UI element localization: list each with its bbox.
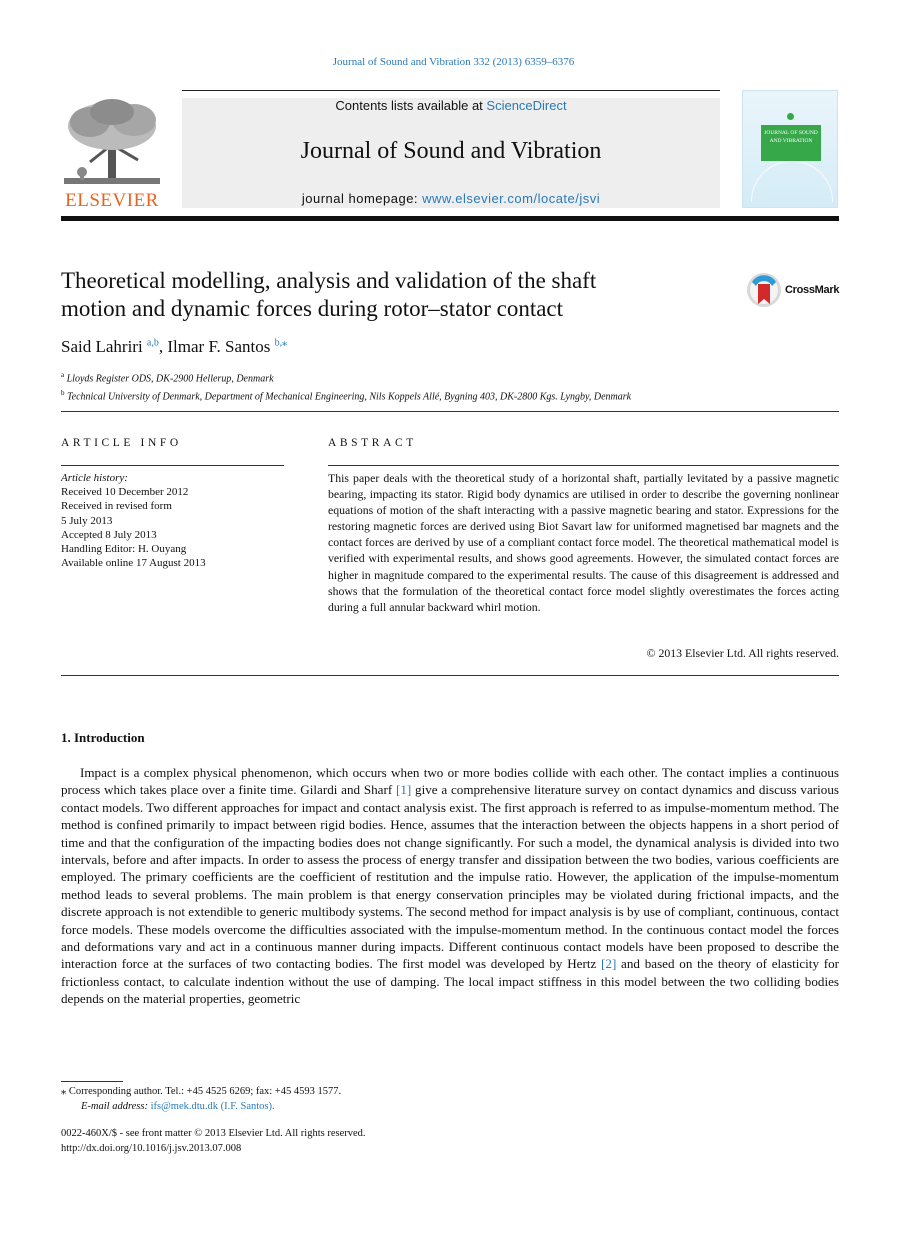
issn-line: 0022-460X/$ - see front matter © 2013 Elsevier Ltd. All rights reserved. [61, 1128, 366, 1139]
affiliations [61, 368, 631, 405]
doi-link[interactable]: http://dx.doi.org/10.1016/j.jsv.2013.07.008 [61, 1143, 242, 1154]
journal-cover-thumbnail[interactable] [742, 90, 838, 208]
affiliation-text: Lloyds Register ODS, DK-2900 Hellerup, Denmark [66, 373, 274, 385]
affiliation-b [61, 386, 631, 404]
homepage-line [182, 191, 720, 206]
history-line: Accepted 8 July 2013 [61, 528, 157, 541]
sciencedirect-link[interactable]: ScienceDirect [486, 98, 567, 113]
footnote-rule [61, 1081, 123, 1082]
reference-link[interactable]: [1] [395, 782, 412, 798]
article-title [61, 267, 721, 323]
author-separator: , [158, 337, 168, 356]
divider [61, 411, 839, 412]
history-label: Article history: [61, 472, 128, 484]
email-link[interactable]: ifs@mek.dtu.dk (I.F. Santos). [150, 1101, 275, 1112]
section-heading: 1. Introduction [61, 730, 145, 745]
article-title-line-1: Theoretical modelling, analysis and validation of the shaft [61, 268, 597, 293]
paragraph-text: give a comprehensive literature survey on contact dynamics and discuss various contact models. Two different approaches for impact and contact analysis exist. The first approach is referred to as impulse-momentum method. The method is confined primarily to impact between rigid bodies. Hence, assumes that the interaction between the objects happens in a short period of time and that the configuration of the impacting bodies does not change significantly. For such a model, the dynamical analysis is divided into two intervals, before and after impacts. In order to assess the process of energy transfer and dissipation between the two bodies, various coefficients are employed. The primary coefficients are the coefficient of restitution and the impulse ratio. However, the application of the impulse-momentum method leads to several problems. The main problem is that energy conservation principles may be violated during frictional impacts, and the discrete approach is not extendible to generic multibody systems. The second method for impact analysis is by use of compliant, continuous, contact force models. These models overcome the difficulties associated with the impulse-momentum method. In the continuous contact model the forces and deformations vary and act in a continuous manner during impacts. Different continuous contact models have been proposed to describe the interaction force at the surfaces of two contacting bodies. The first model was developed by Hertz [61, 782, 839, 972]
abstract-copyright: © 2013 Elsevier Ltd. All rights reserved. [646, 646, 839, 660]
header-thick-rule [61, 216, 839, 221]
history-line: 5 July 2013 [61, 514, 113, 527]
contents-prefix: Contents lists available at [335, 98, 487, 113]
article-info-heading: ARTICLE INFO [61, 437, 182, 449]
authors [61, 337, 287, 357]
author-name[interactable]: Said Lahriri [61, 337, 143, 356]
cover-decoration [751, 161, 833, 202]
crossmark-label[interactable]: CrossMark [785, 284, 840, 296]
paragraph-text: Impact is a complex physical phenomenon, which occurs when two or more bodies collide with each other. The contact implies a continuous process which takes place over a finite time. Gilardi and Sharf [61, 765, 839, 798]
citation-link[interactable]: Journal of Sound and Vibration 332 (2013) 6359–6376 [332, 56, 575, 68]
journal-title: Journal of Sound and Vibration [300, 138, 602, 164]
reference-link[interactable]: [2] [601, 956, 617, 972]
elsevier-wordmark: ELSEVIER [65, 190, 159, 211]
history-line: Handling Editor: H. Ouyang [61, 543, 187, 556]
affiliation-sup: b [61, 389, 65, 398]
history-line: Received 10 December 2012 [61, 486, 189, 499]
divider [61, 675, 839, 676]
article-title-line-2: motion and dynamic forces during rotor–stator contact [61, 296, 564, 321]
cover-dot [787, 113, 794, 120]
homepage-prefix: journal homepage: [301, 191, 423, 206]
affiliation-sup: a [61, 371, 65, 379]
paragraph-text: and based on the theory of elasticity for frictionless contact, to calculate indention without the use of damping. The local impact stiffness in this model between the two colliding bodies depends on the material properties, geometric [61, 956, 840, 1007]
affiliation-text: Technical University of Denmark, Department of Mechanical Engineering, Nils Koppels Allé, Bygning 403, DK-2800 Kgs. Lyngby, Denmark [67, 391, 632, 403]
history-line: Available online 17 August 2013 [61, 557, 206, 570]
history-line: Received in revised form [61, 500, 172, 513]
author-name[interactable]: Ilmar F. Santos [167, 337, 271, 356]
abstract-text: This paper deals with the theoretical study of a horizontal shaft, partially levitated by a passive magnetic bearing, impacting its stator. Rigid body dynamics are utilised in order to describe the governing nonlinear equations of motion of the shaft interacting with a passive magnetic bearing and stator. Expressions for the restoring magnetic forces are derived using Biot Savart law for uniformed magnetised bar magnets and the contact forces are derived by use of a compliant contact force model. The theoretical mathematical model is verified with experimental results, and shows good agreements. However, the simulated contact forces are higher in magnitude compared to the experimental results. The cause of this disagreement is addressed and shows that the formulation of the theoretical contact force model slightly overestimates the forces acting during a full annular backward whirl motion. [328, 471, 839, 614]
contents-line [182, 98, 720, 113]
abstract-heading: ABSTRACT [328, 437, 417, 449]
cover-title: JOURNAL OF SOUND AND VIBRATION [761, 125, 821, 161]
email-label: E-mail address: [81, 1101, 151, 1112]
article-history [61, 471, 206, 570]
introduction-paragraph [61, 764, 839, 1008]
affiliation-a [61, 368, 631, 386]
divider [328, 465, 839, 466]
author-affiliation-sup[interactable]: a,b [146, 337, 159, 349]
divider [61, 465, 284, 466]
header-top-rule [182, 90, 720, 91]
corresponding-author-footnote: ⁎ Corresponding author. Tel.: +45 4525 6269; fax: +45 4593 1577. [61, 1086, 342, 1097]
email-footnote [81, 1099, 275, 1114]
homepage-link[interactable]: www.elsevier.com/locate/jsvi [422, 191, 601, 206]
author-affiliation-sup[interactable]: b,⁎ [274, 337, 288, 349]
